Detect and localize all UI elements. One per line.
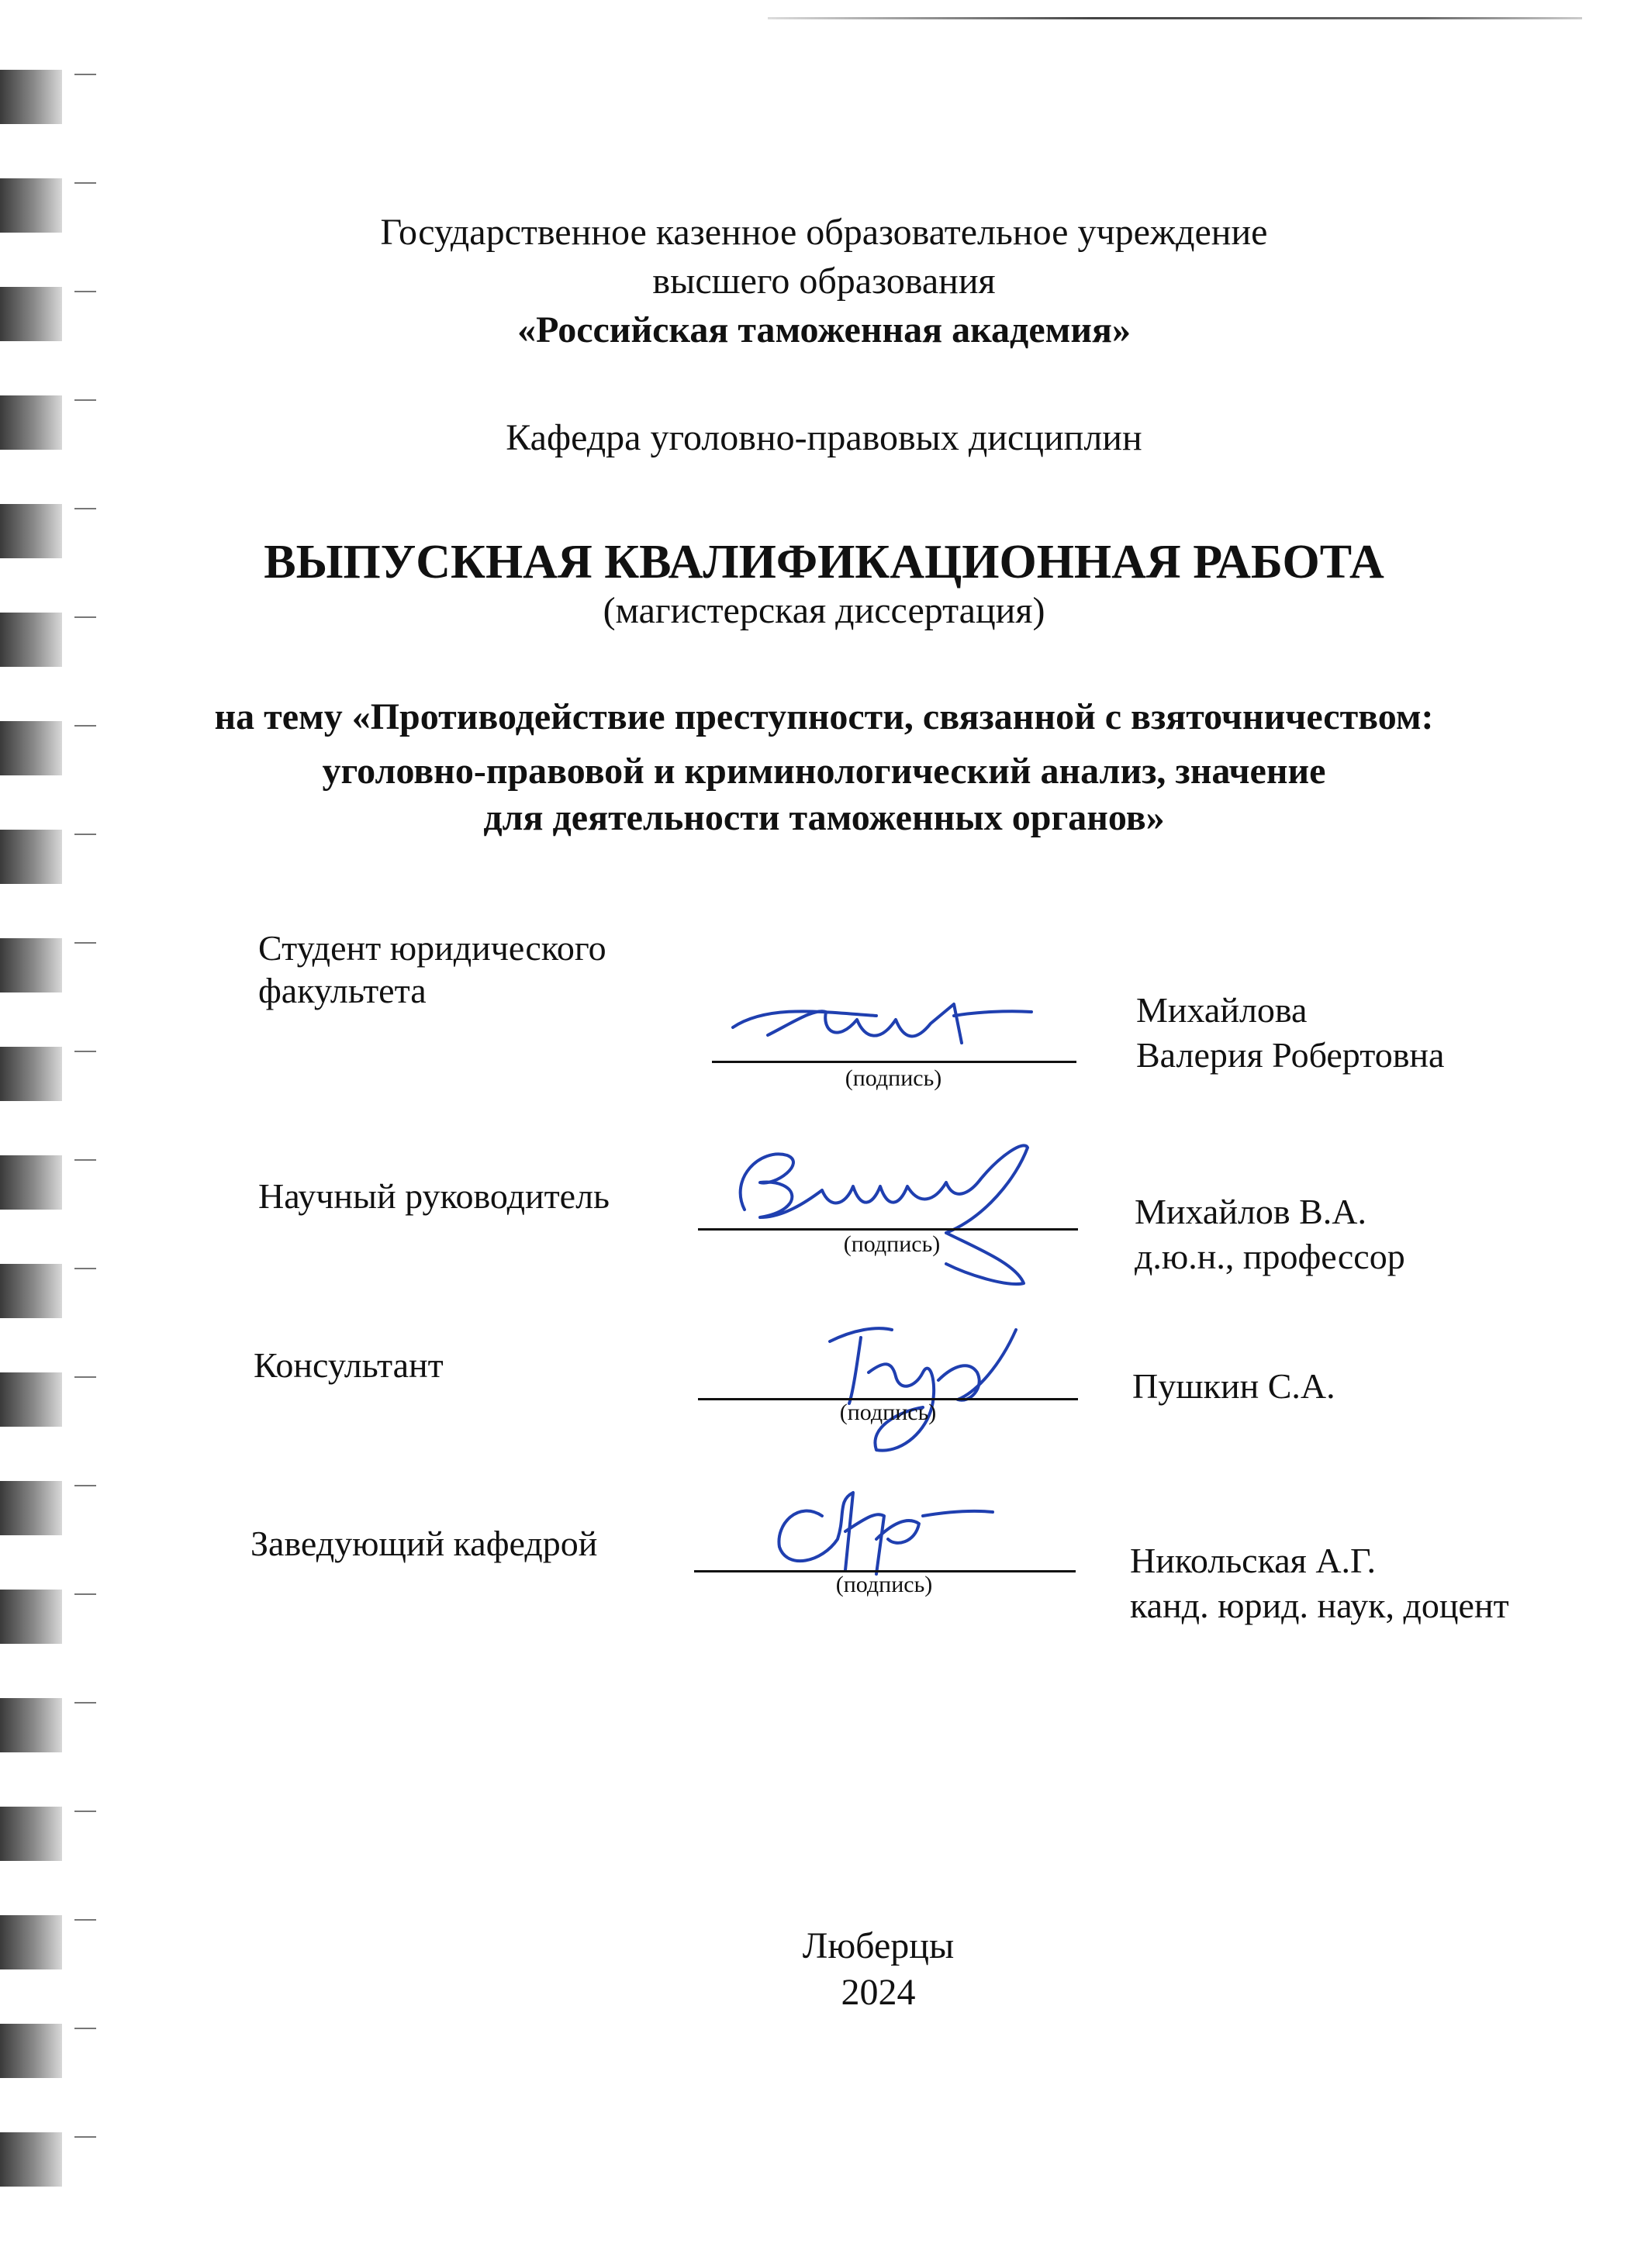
- student-name-line-2: Валерия Робертовна: [1136, 1035, 1445, 1075]
- org-line-2: высшего образования: [652, 261, 996, 302]
- org-name: «Российская таможенная академия»: [517, 309, 1131, 350]
- student-signature: [721, 996, 1047, 1058]
- head-signature-caption: (подпись): [835, 1572, 933, 1597]
- student-name-line-1: Михайлова: [1136, 990, 1308, 1030]
- consultant-name: Пушкин С.А.: [1132, 1366, 1335, 1406]
- supervisor-degree: д.ю.н., профессор: [1135, 1237, 1405, 1276]
- supervisor-name: Михайлов В.А.: [1135, 1192, 1367, 1231]
- year: 2024: [841, 1972, 916, 2013]
- supervisor-signature-line: [698, 1228, 1078, 1231]
- scan-top-edge: [768, 17, 1582, 19]
- consultant-role: Консультант: [254, 1345, 444, 1385]
- topic-line-3: для деятельности таможенных органов»: [483, 797, 1165, 838]
- city: Люберцы: [802, 1925, 955, 1966]
- head-name: Никольская А.Г.: [1130, 1541, 1376, 1580]
- head-role: Заведующий кафедрой: [250, 1524, 598, 1563]
- topic-line-1: на тему «Противодействие преступности, связанной с взяточничеством:: [214, 696, 1434, 737]
- supervisor-signature-caption: (подпись): [843, 1231, 941, 1257]
- consultant-signature-caption: (подпись): [839, 1400, 937, 1425]
- topic-line-2: уголовно-правовой и криминологический анализ, значение: [322, 751, 1326, 792]
- head-degree: канд. юрид. наук, доцент: [1130, 1586, 1509, 1625]
- work-subtype: (магистерская диссертация): [603, 590, 1045, 631]
- student-role-line-1: Студент юридического: [258, 928, 606, 968]
- supervisor-role: Научный руководитель: [258, 1176, 610, 1216]
- department: Кафедра уголовно-правовых дисциплин: [506, 417, 1142, 458]
- work-type-title: ВЫПУСКНАЯ КВАЛИФИКАЦИОННАЯ РАБОТА: [264, 536, 1384, 589]
- student-signature-line: [712, 1061, 1076, 1063]
- supervisor-signature: [713, 1132, 1101, 1295]
- head-signature: [760, 1469, 1016, 1586]
- org-line-1: Государственное казенное образовательное учреждение: [380, 212, 1268, 253]
- student-role-line-2: факультета: [258, 971, 427, 1010]
- student-signature-caption: (подпись): [845, 1065, 942, 1091]
- consultant-signature: [822, 1318, 1039, 1465]
